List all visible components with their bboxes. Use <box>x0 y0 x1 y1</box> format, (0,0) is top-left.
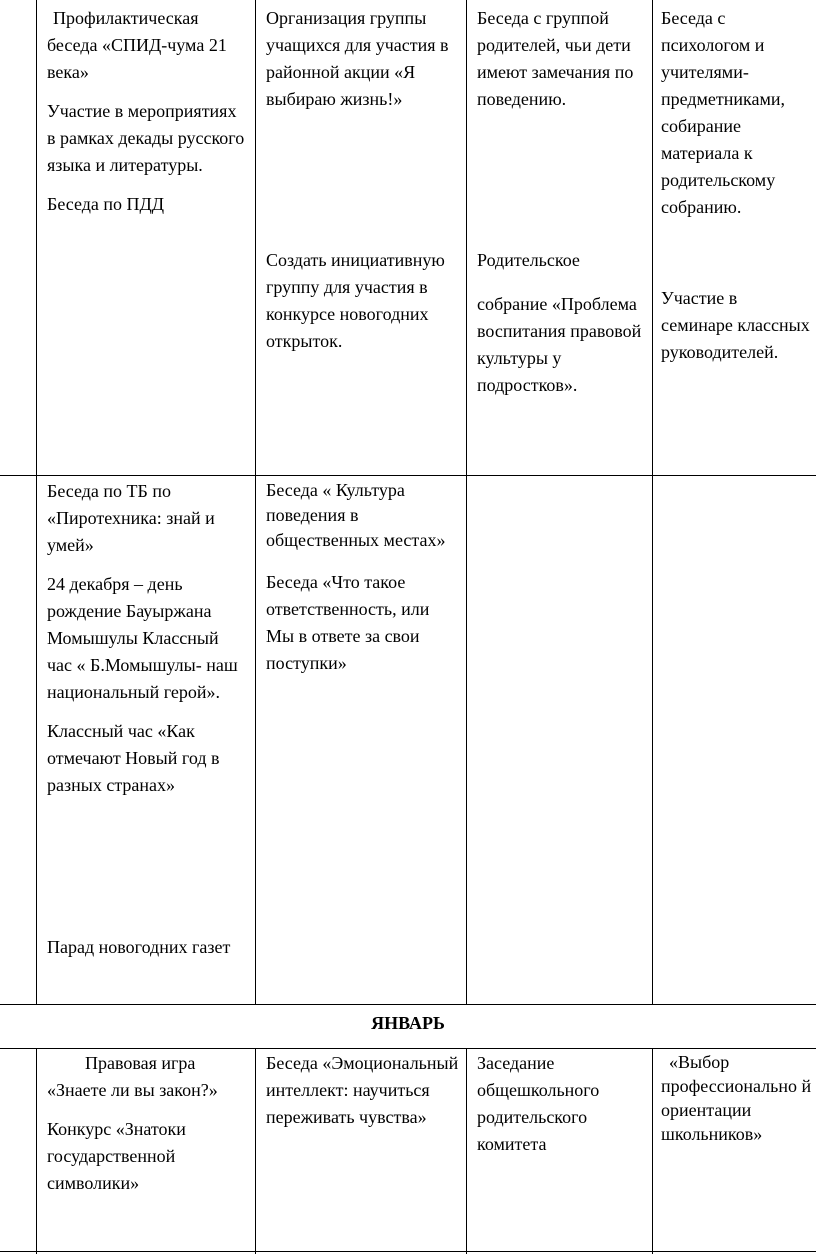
s1-col3-p2: Родительское <box>477 250 580 270</box>
s3-col2-cell <box>266 1050 461 1143</box>
s2-col2-cell <box>266 478 461 689</box>
grid-line <box>652 0 653 1005</box>
s1-col4-p2: Участие в семинаре классных руководителей. <box>661 288 810 362</box>
s3-col1-cell <box>47 1050 252 1209</box>
s3-col3-cell <box>477 1050 647 1170</box>
s1-col2-cell <box>266 5 461 351</box>
grid-line <box>0 1251 816 1252</box>
s2-col1-p3: Классный час «Как отмечают Новый год в разных странах» <box>47 721 220 795</box>
grid-line <box>0 475 816 476</box>
s2-col1-cell <box>47 478 247 957</box>
s1-col4-p1: Беседа с психологом и учителями-предметниками, собирание материала к родительскому собранию. <box>661 8 786 217</box>
grid-line <box>36 1048 37 1254</box>
s1-col2-p2: Создать инициативную группу для участия в конкурсе новогодних открыток. <box>266 250 445 351</box>
grid-line <box>255 0 256 1005</box>
s3-col4-p1: «Выбор профессионально й ориентации школьников» <box>661 1052 812 1144</box>
s2-col2-p1: Беседа « Культура поведения в общественных местах» <box>266 480 446 550</box>
s1-col3-p1: Беседа с группой родителей, чьи дети имеют замечания по поведению. <box>477 8 634 109</box>
s1-col1-cell <box>47 5 247 230</box>
s2-col1-p4: Парад новогодних газет <box>47 937 231 957</box>
s1-col3-cell <box>477 5 647 395</box>
s1-col3-p3: собрание «Проблема воспитания правовой культуры у подростков». <box>477 294 642 395</box>
s2-col2-p2: Беседа «Что такое ответственность, или Мы в ответе за свои поступки» <box>266 572 430 673</box>
s1-col1-p2: Участие в мероприятиях в рамках декады русского языка и литературы. <box>47 101 245 175</box>
s1-col2-p1: Организация группы учащихся для участия в районной акции «Я выбираю жизнь!» <box>266 8 449 109</box>
s3-col3-p1: Заседание общешкольного родительского комитета <box>477 1053 600 1154</box>
grid-line <box>466 1048 467 1254</box>
grid-line <box>0 1048 816 1049</box>
grid-line <box>0 1004 816 1005</box>
s3-col1-p1: Правовая игра «Знаете ли вы закон?» <box>47 1053 218 1100</box>
s1-col4-cell <box>661 5 813 362</box>
s2-col1-p2: 24 декабря – день рождение Бауыржана Момышулы Классный час « Б.Момышулы- наш национальный герой». <box>47 574 238 702</box>
s3-col1-p2: Конкурс «Знатоки государственной символики» <box>47 1119 186 1193</box>
month-heading: ЯНВАРЬ <box>371 1013 445 1033</box>
grid-line <box>652 1048 653 1254</box>
grid-line <box>36 0 37 1005</box>
s2-col1-p1: Беседа по ТБ по «Пиротехника: знай и умей» <box>47 481 215 555</box>
grid-line <box>466 0 467 1005</box>
s1-col1-p1: Профилактическая беседа «СПИД-чума 21 века» <box>47 8 227 82</box>
s3-col4-cell <box>661 1050 816 1158</box>
s3-col2-p1: Беседа «Эмоциональный интеллект: научиться переживать чувства» <box>266 1053 459 1127</box>
grid-line <box>255 1048 256 1254</box>
s1-col1-p3: Беседа по ПДД <box>47 194 165 214</box>
